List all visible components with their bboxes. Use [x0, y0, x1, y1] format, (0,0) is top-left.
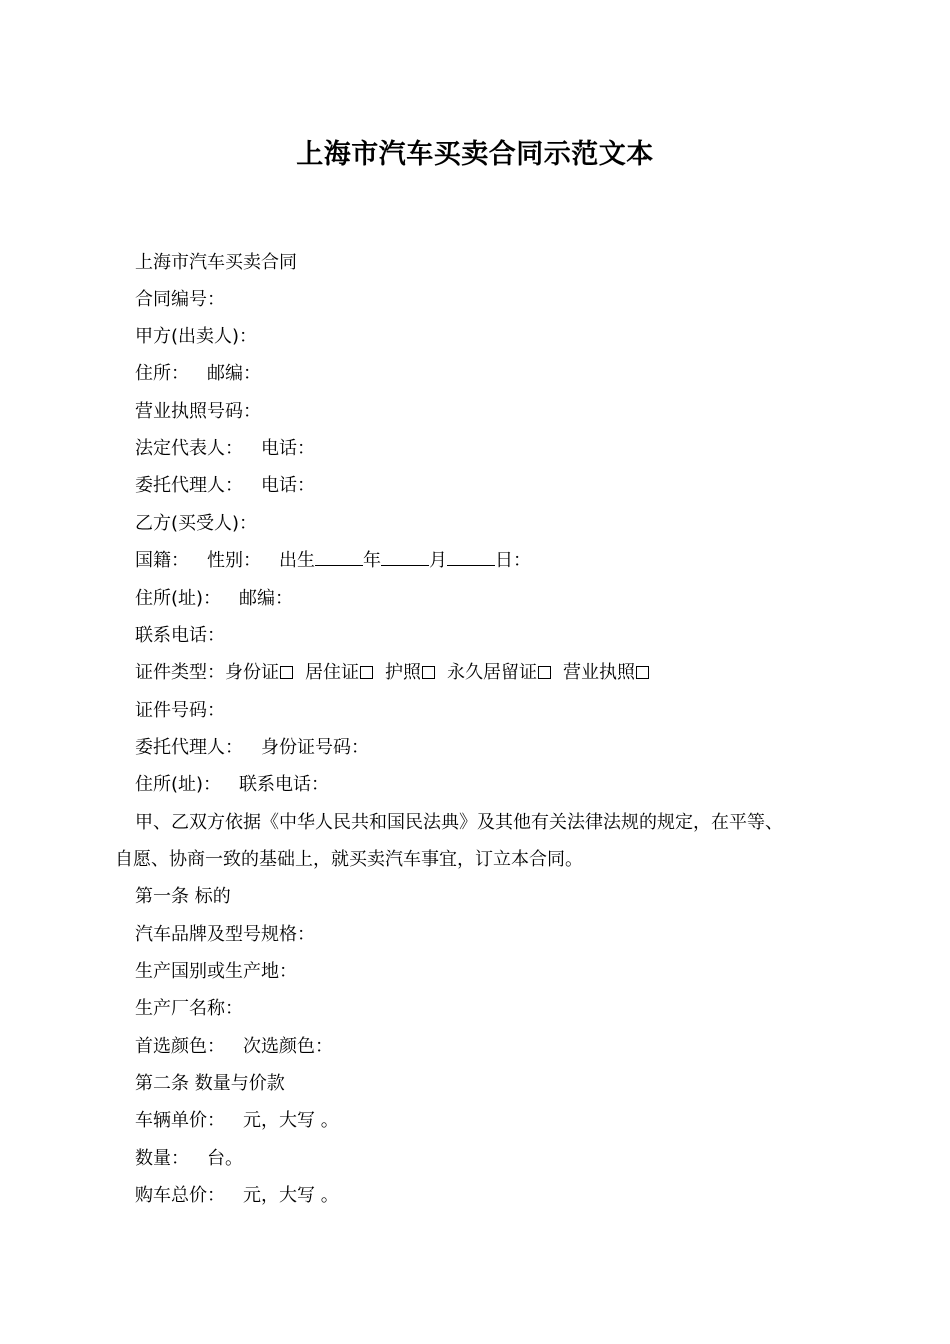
year-label: 年 — [363, 550, 381, 571]
total-price-label: 购车总价： — [135, 1185, 225, 1206]
address-label: 住所(址)： — [135, 588, 222, 609]
id-option-label: 营业执照 — [563, 662, 635, 683]
contract-number-field: 合同编号： — [135, 289, 225, 310]
contact-phone-field: 联系电话： — [135, 625, 225, 646]
party-b-address-line — [135, 587, 293, 611]
contract-name: 上海市汽车买卖合同 — [135, 252, 297, 273]
birth-label: 出生 — [279, 550, 315, 571]
quantity-line — [135, 1147, 243, 1171]
brand-model-field: 汽车品牌及型号规格： — [135, 924, 315, 945]
unit-price-label: 车辆单价： — [135, 1110, 225, 1131]
article-1-heading: 第一条 标的 — [135, 886, 231, 907]
legal-rep-line — [135, 437, 315, 461]
phone-label: 电话： — [261, 475, 315, 496]
preamble-paragraph-line2: 自愿、协商一致的基础上，就买卖汽车事宜，订立本合同。 — [115, 849, 583, 870]
agent-line-a — [135, 474, 315, 498]
party-a-heading: 甲方(出卖人)： — [135, 326, 258, 347]
unit-price-amount: 元，大写 。 — [243, 1110, 339, 1131]
manufacturer-field: 生产厂名称： — [135, 998, 243, 1019]
phone-label: 电话： — [261, 438, 315, 459]
origin-field: 生产国别或生产地： — [135, 961, 297, 982]
day-blank — [447, 549, 495, 566]
id-option-label: 身份证 — [225, 662, 279, 683]
party-b-heading: 乙方(买受人)： — [135, 513, 258, 534]
id-number-label: 身份证号码： — [261, 737, 369, 758]
address-label: 住所(址)： — [135, 774, 222, 795]
postcode-label: 邮编： — [207, 363, 261, 384]
day-label: 日： — [495, 550, 531, 571]
primary-color-label: 首选颜色： — [135, 1036, 225, 1057]
unit-price-line — [135, 1109, 339, 1133]
preamble-paragraph-line1: 甲、乙双方依据《中华人民共和国民法典》及其他有关法律法规的规定，在平等、 — [135, 812, 783, 833]
business-license-checkbox[interactable] — [636, 666, 649, 679]
quantity-label: 数量： — [135, 1148, 189, 1169]
gender-label: 性别： — [207, 550, 261, 571]
id-type-line — [135, 661, 661, 685]
postcode-label: 邮编： — [239, 588, 294, 609]
id-number-field: 证件号码： — [135, 700, 225, 721]
party-a-address-line — [135, 362, 261, 386]
month-blank — [381, 549, 429, 566]
month-label: 月 — [429, 550, 447, 571]
residence-permit-checkbox[interactable] — [360, 666, 373, 679]
id-option-label: 永久居留证 — [447, 662, 537, 683]
address-label: 住所： — [135, 363, 189, 384]
total-price-amount: 元，大写 。 — [243, 1185, 339, 1206]
year-blank — [315, 549, 363, 566]
id-option-label: 居住证 — [305, 662, 359, 683]
legal-rep-label: 法定代表人： — [135, 438, 243, 459]
secondary-color-label: 次选颜色： — [243, 1036, 333, 1057]
business-license-field: 营业执照号码： — [135, 401, 261, 422]
id-option-label: 护照 — [385, 662, 421, 683]
agent-label: 委托代理人： — [135, 737, 243, 758]
nationality-line — [135, 549, 531, 573]
color-line — [135, 1035, 333, 1059]
nationality-label: 国籍： — [135, 550, 189, 571]
article-2-heading: 第二条 数量与价款 — [135, 1073, 285, 1094]
agent-address-line — [135, 773, 329, 797]
quantity-unit: 台。 — [207, 1148, 243, 1169]
agent-label: 委托代理人： — [135, 475, 243, 496]
agent-line-b — [135, 736, 369, 760]
document-title: 上海市汽车买卖合同示范文本 — [296, 139, 654, 170]
passport-checkbox[interactable] — [422, 666, 435, 679]
id-card-checkbox[interactable] — [280, 666, 293, 679]
total-price-line — [135, 1184, 339, 1208]
permanent-residence-checkbox[interactable] — [538, 666, 551, 679]
contact-phone-label: 联系电话： — [239, 774, 330, 795]
id-type-label: 证件类型： — [135, 662, 225, 683]
